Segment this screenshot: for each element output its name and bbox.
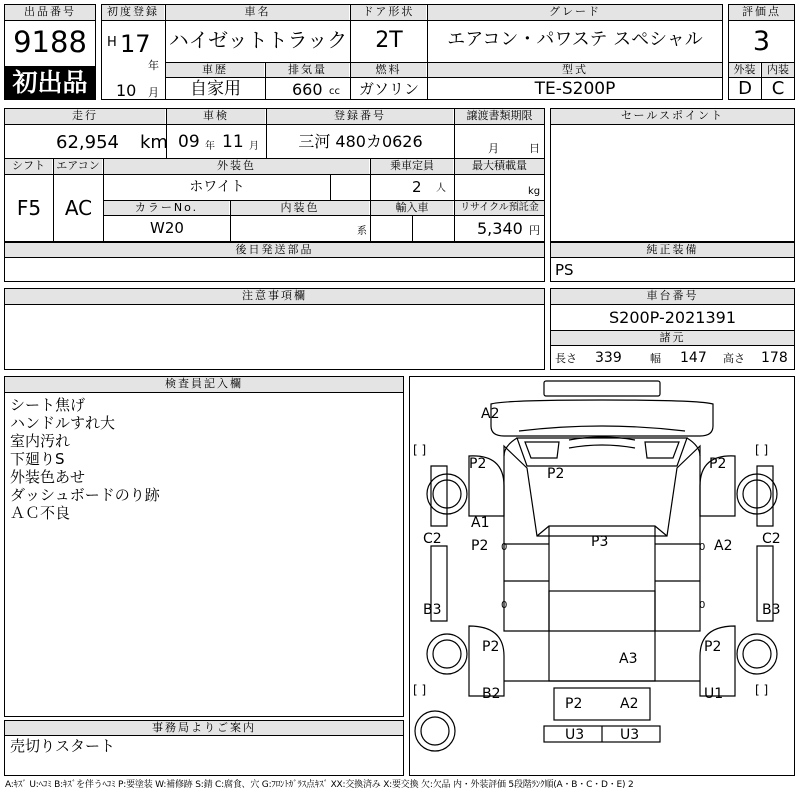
grade: エアコン・パワステ スペシャル xyxy=(447,29,703,50)
capacity-unit: 人 xyxy=(436,183,446,194)
inspector-note-4: 下廻りS xyxy=(10,450,65,468)
chassis-label: 車台番号 xyxy=(551,289,794,304)
mark-A2-front: A2 xyxy=(481,406,500,422)
inspection-year: 09 xyxy=(178,132,200,152)
color-label: 外装色 xyxy=(104,159,369,174)
lot-number: 9188 xyxy=(13,25,87,59)
displacement-label: 排気量 xyxy=(266,63,349,77)
bracket-lf: [ ] xyxy=(413,443,427,457)
fuel-label: 燃料 xyxy=(351,63,426,77)
mark-A1: A1 xyxy=(471,515,490,531)
displacement-unit: cc xyxy=(329,86,340,97)
mark-P2-tailgate: P2 xyxy=(565,696,583,712)
mark-B2: B2 xyxy=(482,686,501,702)
body-color: ホワイト xyxy=(189,179,245,195)
mark-A2-tailgate: A2 xyxy=(620,696,639,712)
transfer-label: 譲渡書類期限 xyxy=(455,109,544,124)
interior-color-unit: 系 xyxy=(357,226,367,237)
office-note: 売切りスタート xyxy=(10,737,116,755)
inspector-note-7: ＡＣ不良 xyxy=(10,504,71,522)
mark-U3-left: U3 xyxy=(565,727,585,743)
mark-B3-left: B3 xyxy=(423,602,442,618)
first-reg-month: 10 xyxy=(116,81,137,100)
ac-label: エアコン xyxy=(54,159,102,174)
plate-label: 登録番号 xyxy=(267,109,453,124)
car-name: ハイゼットトラック xyxy=(168,28,348,52)
first-reg-label: 初度登録 xyxy=(102,5,164,20)
grade-label: グレード xyxy=(428,5,722,20)
exterior-grade: D xyxy=(738,78,752,99)
bracket-rr: [ ] xyxy=(755,683,769,697)
transfer-day-unit: 日 xyxy=(529,142,540,155)
small-mark-4: 0 xyxy=(699,600,706,611)
interior-grade: C xyxy=(771,78,785,99)
history-label: 車歴 xyxy=(166,63,264,77)
year-unit: 年 xyxy=(148,59,159,72)
inspector-note-5: 外装色あせ xyxy=(10,468,86,486)
truck-bed xyxy=(549,591,655,681)
notes-label: 注意事項欄 xyxy=(5,289,544,304)
first-listing-badge: 初出品 xyxy=(5,66,95,99)
color-number: W20 xyxy=(150,219,184,237)
load-unit: kg xyxy=(528,186,541,197)
model-code: TE-S200P xyxy=(534,79,616,99)
door-type: 2T xyxy=(375,28,403,53)
equipment-value: PS xyxy=(555,261,574,279)
small-mark-3: 0 xyxy=(501,600,508,611)
score: 3 xyxy=(752,26,771,57)
damage-legend: A:ｷｽﾞ U:ﾍｺﾐ B:ｷｽﾞを伴うﾍｺﾐ P:要塗装 W:補修跡 S:錆 C:腐食、穴 G:ﾌﾛﾝﾄｶﾞﾗｽ点ｷｽﾞ XX:交換済み X:要交換 欠:欠品 内・外装評価 5段階ﾗﾝｸ順(A・B・C・D・E) 2 xyxy=(5,780,634,790)
mileage: 62,954 xyxy=(56,132,119,153)
plate-number: 三河 480カ0626 xyxy=(298,132,423,151)
height-label: 高さ xyxy=(723,352,745,365)
mark-P3: P3 xyxy=(591,534,609,550)
mark-B3-right: B3 xyxy=(762,602,781,618)
month-unit: 月 xyxy=(148,86,159,99)
mark-A3: A3 xyxy=(619,651,638,667)
dims-label: 諸元 xyxy=(551,331,794,345)
load-label: 最大積載量 xyxy=(455,159,544,174)
mark-P2-rf: P2 xyxy=(709,456,727,472)
transfer-month-unit: 月 xyxy=(488,142,499,155)
car-name-label: 車名 xyxy=(166,5,349,20)
inspector-note-1: シート焦げ xyxy=(10,396,86,414)
mark-P2-lr: P2 xyxy=(482,639,500,655)
interior-color-label: 内装色 xyxy=(231,201,369,215)
small-mark-1: 0 xyxy=(501,542,508,553)
inspection-label: 車検 xyxy=(167,109,265,124)
capacity-label: 乗車定員 xyxy=(371,159,453,174)
shift-label: シフト xyxy=(5,159,52,174)
inspector-note-3: 室内汚れ xyxy=(10,432,71,450)
length-label: 長さ xyxy=(555,352,577,365)
inspection-year-unit: 年 xyxy=(205,141,215,152)
inspection-month-unit: 月 xyxy=(249,141,259,152)
first-reg-year: 17 xyxy=(120,30,151,58)
width-label: 幅 xyxy=(650,352,661,365)
bracket-rf: [ ] xyxy=(755,443,769,457)
office-label: 事務局よりご案内 xyxy=(5,721,403,735)
inspector-note-2: ハンドルすれ大 xyxy=(10,414,116,432)
width-value: 147 xyxy=(680,350,707,366)
inspector-label: 検査員記入欄 xyxy=(5,377,403,392)
recycle-unit: 円 xyxy=(529,224,540,237)
mark-P2-ldoor: P2 xyxy=(471,538,489,554)
score-label: 評価点 xyxy=(729,5,794,20)
inspector-note-6: ダッシュボードのり跡 xyxy=(10,486,160,504)
chassis-number: S200P-2021391 xyxy=(608,308,737,327)
deferred-parts-label: 後日発送部品 xyxy=(5,243,544,257)
mark-P2-cab: P2 xyxy=(547,466,565,482)
history: 自家用 xyxy=(190,79,241,99)
top-roof xyxy=(544,381,660,396)
recycle-label: リサイクル預託金 xyxy=(455,201,544,215)
exterior-label: 外装 xyxy=(729,63,760,77)
mark-P2-rr: P2 xyxy=(704,639,722,655)
equipment-label: 純正装備 xyxy=(551,243,794,257)
import-label: 輸入車 xyxy=(371,201,453,215)
damage-diagram xyxy=(409,376,795,776)
capacity: 2 xyxy=(412,178,422,196)
shift: F5 xyxy=(16,196,42,220)
small-mark-2: 0 xyxy=(699,542,706,553)
mark-U1: U1 xyxy=(704,686,724,702)
mark-U3-right: U3 xyxy=(620,727,640,743)
fuel: ガソリン xyxy=(358,80,419,98)
bracket-lr: [ ] xyxy=(413,683,427,697)
mileage-label: 走行 xyxy=(5,109,165,124)
mark-C2-left: C2 xyxy=(423,531,442,547)
displacement: 660 xyxy=(292,80,323,99)
recycle-fee: 5,340 xyxy=(477,219,523,238)
inspection-month: 11 xyxy=(222,132,244,152)
mark-A2-rdoor: A2 xyxy=(714,538,733,554)
model-label: 型式 xyxy=(428,63,722,77)
lot-label: 出品番号 xyxy=(5,5,95,20)
era: H xyxy=(107,35,117,50)
sales-points-label: セールスポイント xyxy=(551,109,794,124)
color-no-label: カラーNo. xyxy=(104,201,229,215)
length-value: 339 xyxy=(595,350,622,366)
mark-P2-lf: P2 xyxy=(469,456,487,472)
mark-C2-right: C2 xyxy=(762,531,781,547)
height-value: 178 xyxy=(761,350,788,366)
air-conditioner: AC xyxy=(64,196,93,220)
interior-label: 内装 xyxy=(762,63,794,77)
door-label: ドア形状 xyxy=(351,5,426,20)
mileage-unit: km xyxy=(140,132,168,153)
